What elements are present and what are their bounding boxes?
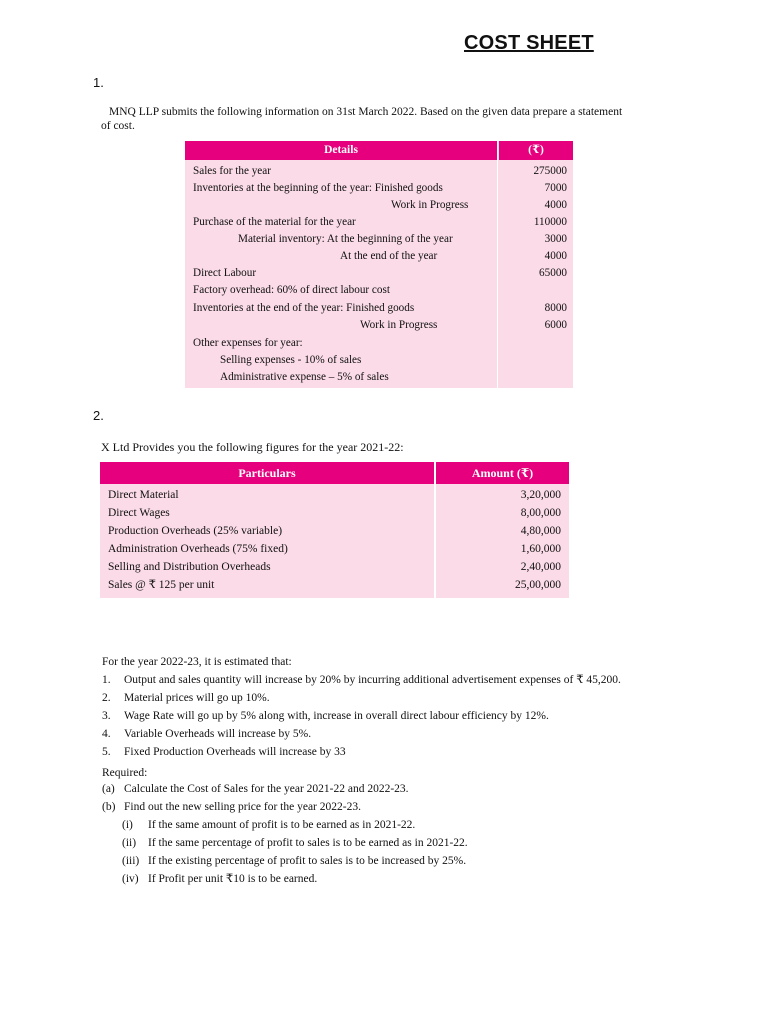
list-item: (a) Calculate the Cost of Sales for the year 2021-22 and 2022-23. bbox=[102, 783, 409, 795]
list-item: (ii) If the same percentage of profit to sales is to be earned as in 2021-22. bbox=[122, 837, 468, 849]
table-row: Direct Material 3,20,000 bbox=[108, 489, 561, 501]
list-item: 5. Fixed Production Overheads will increase by 33 bbox=[102, 746, 346, 758]
table-row: Production Overheads (25% variable) 4,80,000 bbox=[108, 525, 561, 537]
amount-header: (₹) bbox=[499, 141, 573, 160]
particulars-table bbox=[100, 462, 569, 598]
list-item: (iv) If Profit per unit ₹10 is to be earned. bbox=[122, 873, 318, 885]
question-1-intro-line2: of cost. bbox=[101, 120, 135, 132]
table-row: At the end of the year 4000 bbox=[340, 250, 567, 262]
details-table bbox=[185, 141, 573, 388]
table-row: Administration Overheads (75% fixed) 1,60,000 bbox=[108, 543, 561, 555]
list-item: 3. Wage Rate will go up by 5% along with, increase in overall direct labour efficiency by 12%. bbox=[102, 710, 549, 722]
required-list bbox=[102, 780, 702, 816]
details-header: Details bbox=[185, 141, 497, 160]
list-item: 4. Variable Overheads will increase by 5%. bbox=[102, 728, 312, 740]
question-1-number: 1. bbox=[93, 75, 104, 90]
table-row: Work in Progress 4000 bbox=[391, 199, 567, 211]
table-row: Sales for the year 275000 bbox=[193, 165, 567, 177]
table-row: Work in Progress 6000 bbox=[360, 319, 567, 331]
table-row: Administrative expense – 5% of sales bbox=[220, 371, 389, 383]
table-row: Material inventory: At the beginning of the year 3000 bbox=[238, 233, 567, 245]
table-row: Selling and Distribution Overheads 2,40,000 bbox=[108, 561, 561, 573]
estimates-list bbox=[102, 671, 742, 761]
table-row: Factory overhead: 60% of direct labour cost bbox=[193, 284, 390, 296]
table-row: Other expenses for year: bbox=[193, 337, 303, 349]
table-row: Direct Labour 65000 bbox=[193, 267, 567, 279]
estimate-intro: For the year 2022-23, it is estimated that: bbox=[102, 656, 292, 668]
question-1-intro bbox=[101, 105, 622, 133]
list-item: 2. Material prices will go up 10%. bbox=[102, 692, 270, 704]
particulars-header: Particulars bbox=[100, 462, 434, 484]
table-row: Inventories at the end of the year: Finished goods 8000 bbox=[193, 302, 567, 314]
table-row: Selling expenses - 10% of sales bbox=[220, 354, 362, 366]
amount-header: Amount (₹) bbox=[436, 462, 569, 484]
list-item: (i) If the same amount of profit is to be earned as in 2021-22. bbox=[122, 819, 416, 831]
question-1-intro-line1: MNQ LLP submits the following information on 31st March 2022. Based on the given data prepare a statement bbox=[109, 106, 623, 118]
table-row: Sales @ ₹ 125 per unit 25,00,000 bbox=[108, 579, 561, 591]
table-row: Direct Wages 8,00,000 bbox=[108, 507, 561, 519]
question-2-intro: X Ltd Provides you the following figures for the year 2021-22: bbox=[101, 440, 404, 454]
page-title: COST SHEET bbox=[464, 32, 594, 54]
list-item: 1. Output and sales quantity will increase by 20% by incurring additional advertisement expenses of ₹ 45,200. bbox=[102, 674, 621, 686]
required-label: Required: bbox=[102, 767, 148, 779]
table-row: Purchase of the material for the year 110000 bbox=[193, 216, 567, 228]
sub-required-list bbox=[122, 816, 682, 888]
list-item: (iii) If the existing percentage of profit to sales is to be increased by 25%. bbox=[122, 855, 467, 867]
table-row: Inventories at the beginning of the year: Finished goods 7000 bbox=[193, 182, 567, 194]
question-2-number: 2. bbox=[93, 408, 104, 423]
list-item: (b) Find out the new selling price for the year 2022-23. bbox=[102, 801, 361, 813]
